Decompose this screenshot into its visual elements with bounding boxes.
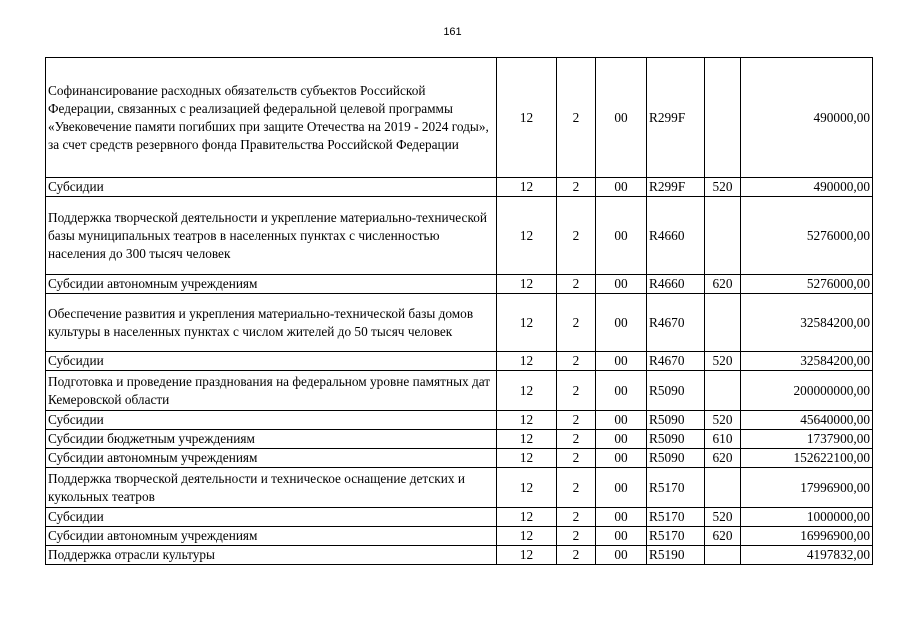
amount: 1737900,00 — [741, 430, 873, 449]
section-code: 12 — [497, 352, 557, 371]
amount: 152622100,00 — [741, 449, 873, 468]
row-name: Субсидии — [46, 178, 497, 197]
page-number: 161 — [443, 26, 462, 38]
target-code: R299F — [647, 58, 705, 178]
expense-type — [705, 468, 741, 508]
table-row — [46, 352, 873, 371]
table-row — [46, 449, 873, 468]
section-code: 12 — [497, 58, 557, 178]
table-row — [46, 294, 873, 352]
target-code: R4670 — [647, 294, 705, 352]
section-code: 12 — [497, 468, 557, 508]
row-name: Субсидии — [46, 352, 497, 371]
target-code: R5170 — [647, 468, 705, 508]
subsection-code: 2 — [557, 178, 596, 197]
section-code: 12 — [497, 371, 557, 411]
expense-type: 520 — [705, 352, 741, 371]
row-name: Обеспечение развития и укрепления материально-технической базы домов культуры в населенных пунктах с числом жителей до 50 тысяч человек — [46, 294, 497, 352]
row-name: Субсидии бюджетным учреждениям — [46, 430, 497, 449]
subsection-code: 2 — [557, 546, 596, 565]
table-row — [46, 371, 873, 411]
section-code: 12 — [497, 275, 557, 294]
amount: 200000000,00 — [741, 371, 873, 411]
amount: 32584200,00 — [741, 294, 873, 352]
expense-type: 520 — [705, 508, 741, 527]
target-code: R299F — [647, 178, 705, 197]
subsection-code: 2 — [557, 371, 596, 411]
expense-type: 620 — [705, 527, 741, 546]
target-code: R5190 — [647, 546, 705, 565]
target-code: R5170 — [647, 508, 705, 527]
amount: 490000,00 — [741, 178, 873, 197]
expense-type: 520 — [705, 178, 741, 197]
row-name: Субсидии автономным учреждениям — [46, 275, 497, 294]
sub-code: 00 — [596, 468, 647, 508]
sub-code: 00 — [596, 508, 647, 527]
subsection-code: 2 — [557, 449, 596, 468]
expense-type — [705, 371, 741, 411]
subsection-code: 2 — [557, 430, 596, 449]
row-name: Субсидии автономным учреждениям — [46, 527, 497, 546]
section-code: 12 — [497, 527, 557, 546]
target-code: R5090 — [647, 371, 705, 411]
target-code: R4660 — [647, 275, 705, 294]
expense-type — [705, 294, 741, 352]
table-row — [46, 508, 873, 527]
sub-code: 00 — [596, 178, 647, 197]
section-code: 12 — [497, 430, 557, 449]
section-code: 12 — [497, 508, 557, 527]
row-name: Поддержка отрасли культуры — [46, 546, 497, 565]
sub-code: 00 — [596, 449, 647, 468]
sub-code: 00 — [596, 352, 647, 371]
subsection-code: 2 — [557, 294, 596, 352]
sub-code: 00 — [596, 58, 647, 178]
expense-type: 620 — [705, 449, 741, 468]
subsection-code: 2 — [557, 411, 596, 430]
table-row — [46, 468, 873, 508]
expense-type — [705, 546, 741, 565]
section-code: 12 — [497, 294, 557, 352]
sub-code: 00 — [596, 197, 647, 275]
sub-code: 00 — [596, 294, 647, 352]
expense-type: 610 — [705, 430, 741, 449]
row-name: Поддержка творческой деятельности и укрепление материально-технической базы муниципальных театров в населенных пунктах с численностью населения до 300 тысяч человек — [46, 197, 497, 275]
section-code: 12 — [497, 197, 557, 275]
sub-code: 00 — [596, 527, 647, 546]
amount: 1000000,00 — [741, 508, 873, 527]
row-name: Софинансирование расходных обязательств субъектов Российской Федерации, связанных с реализацией федеральной целевой программы «Увековечение памяти погибших при защите Отечества на 2019 - 2024 годы», за счет средств резервного фонда Правительства Российской Федерации — [46, 58, 497, 178]
amount: 490000,00 — [741, 58, 873, 178]
subsection-code: 2 — [557, 527, 596, 546]
subsection-code: 2 — [557, 58, 596, 178]
table-row — [46, 197, 873, 275]
subsection-code: 2 — [557, 197, 596, 275]
row-name: Подготовка и проведение празднования на федеральном уровне памятных дат Кемеровской области — [46, 371, 497, 411]
sub-code: 00 — [596, 411, 647, 430]
table-row — [46, 58, 873, 178]
table-row — [46, 527, 873, 546]
sub-code: 00 — [596, 371, 647, 411]
sub-code: 00 — [596, 275, 647, 294]
section-code: 12 — [497, 449, 557, 468]
table-row — [46, 411, 873, 430]
section-code: 12 — [497, 178, 557, 197]
target-code: R5090 — [647, 411, 705, 430]
expense-type: 620 — [705, 275, 741, 294]
expense-type — [705, 197, 741, 275]
expense-type — [705, 58, 741, 178]
amount: 5276000,00 — [741, 197, 873, 275]
amount: 16996900,00 — [741, 527, 873, 546]
amount: 5276000,00 — [741, 275, 873, 294]
subsection-code: 2 — [557, 352, 596, 371]
amount: 45640000,00 — [741, 411, 873, 430]
amount: 4197832,00 — [741, 546, 873, 565]
row-name: Поддержка творческой деятельности и техническое оснащение детских и кукольных театров — [46, 468, 497, 508]
section-code: 12 — [497, 411, 557, 430]
expense-type: 520 — [705, 411, 741, 430]
target-code: R4660 — [647, 197, 705, 275]
table-row — [46, 546, 873, 565]
target-code: R4670 — [647, 352, 705, 371]
budget-table — [45, 57, 873, 565]
target-code: R5090 — [647, 430, 705, 449]
sub-code: 00 — [596, 430, 647, 449]
table-row — [46, 178, 873, 197]
target-code: R5090 — [647, 449, 705, 468]
target-code: R5170 — [647, 527, 705, 546]
section-code: 12 — [497, 546, 557, 565]
sub-code: 00 — [596, 546, 647, 565]
subsection-code: 2 — [557, 468, 596, 508]
amount: 32584200,00 — [741, 352, 873, 371]
table-row — [46, 430, 873, 449]
subsection-code: 2 — [557, 508, 596, 527]
row-name: Субсидии — [46, 508, 497, 527]
row-name: Субсидии — [46, 411, 497, 430]
table-row — [46, 275, 873, 294]
row-name: Субсидии автономным учреждениям — [46, 449, 497, 468]
subsection-code: 2 — [557, 275, 596, 294]
amount: 17996900,00 — [741, 468, 873, 508]
